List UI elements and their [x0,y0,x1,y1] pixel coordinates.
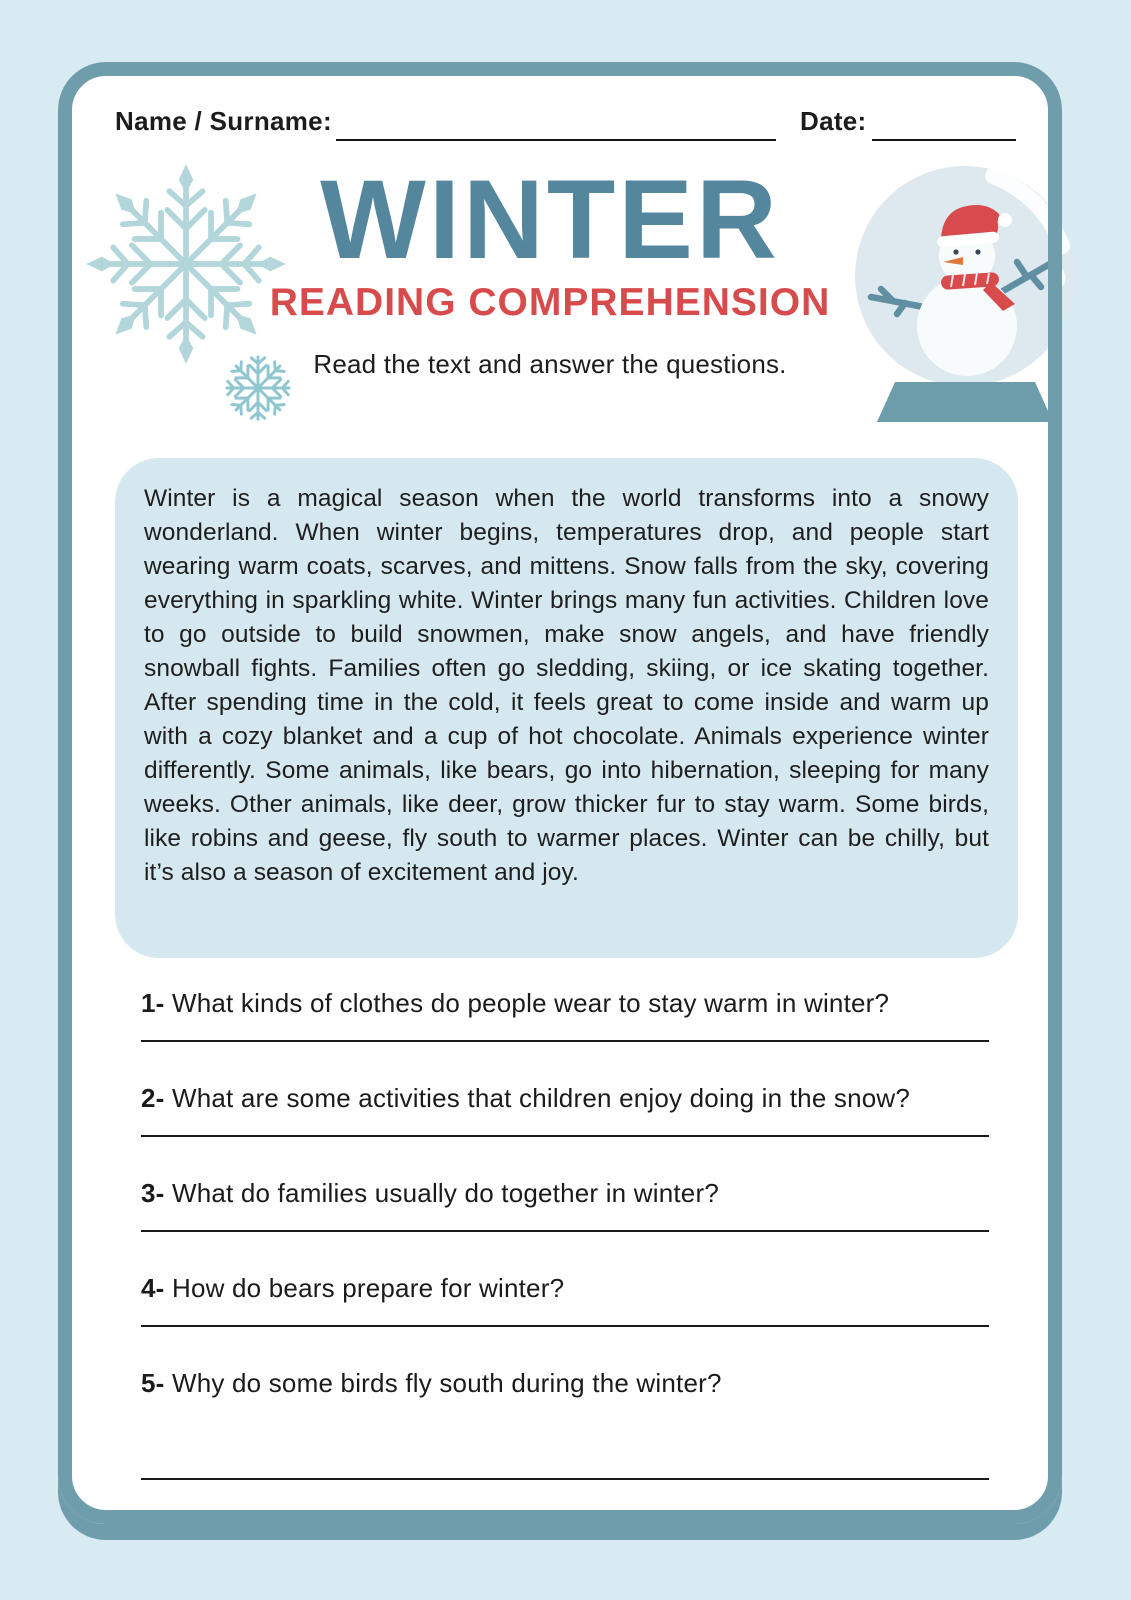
question-body: What do families usually do together in winter? [171,1178,719,1208]
answer-line[interactable] [141,1325,989,1327]
question-number: 4- [141,1273,165,1303]
answer-line[interactable] [141,1478,989,1480]
date-input-line[interactable] [872,139,1016,141]
question-number: 1- [141,988,165,1018]
question-item [141,988,989,1083]
question-body: How do bears prepare for winter? [171,1273,565,1303]
snow-globe-snowman-icon [845,158,1095,443]
question-item [141,1273,989,1368]
name-input-line[interactable] [336,139,776,141]
question-item [141,1178,989,1273]
reading-passage-box [115,458,1018,958]
questions-section [141,988,989,1480]
name-surname-label: Name / Surname: [115,106,332,136]
question-item [141,1083,989,1178]
question-body: What are some activities that children enjoy doing in the snow? [171,1083,911,1113]
reading-passage-text: Winter is a magical season when the world transforms into a snowy wonderland. When winter begins, temperatures drop, and people start wearing warm coats, scarves, and mittens. Snow falls from the sky, covering everything in sparkling white. Winter brings many fun activities. Children love to go outside to build snowmen, make snow angels, and have friendly snowball fights. Families often go sledding, skiing, or ice skating together. After spending time in the cold, it feels great to come inside and warm up with a cozy blanket and a cup of hot chocolate. Animals experience winter differently. Some animals, like bears, go into hibernation, sleeping for many weeks. Other animals, like deer, grow thicker fur to stay warm. Some birds, like robins and geese, fly south to warmer places. Winter can be chilly, but it’s also a season of excitement and joy. [144,485,989,886]
question-text [141,1273,989,1303]
title-block [250,158,850,380]
answer-line[interactable] [141,1040,989,1042]
date-label: Date: [800,106,867,136]
worksheet-title: WINTER [320,157,780,282]
question-text [141,1178,989,1208]
question-text [141,1083,989,1113]
question-number: 3- [141,1178,165,1208]
question-number: 2- [141,1083,165,1113]
question-body: What kinds of clothes do people wear to stay warm in winter? [171,988,890,1018]
answer-line[interactable] [141,1135,989,1137]
question-number: 5- [141,1368,165,1398]
question-item [141,1368,989,1480]
question-text [141,1368,989,1398]
question-text [141,988,989,1018]
instruction-text: Read the text and answer the questions. [313,349,787,380]
answer-line[interactable] [141,1230,989,1232]
worksheet-subtitle: READING COMPREHENSION [269,281,831,325]
question-body: Why do some birds fly south during the winter? [171,1368,722,1398]
